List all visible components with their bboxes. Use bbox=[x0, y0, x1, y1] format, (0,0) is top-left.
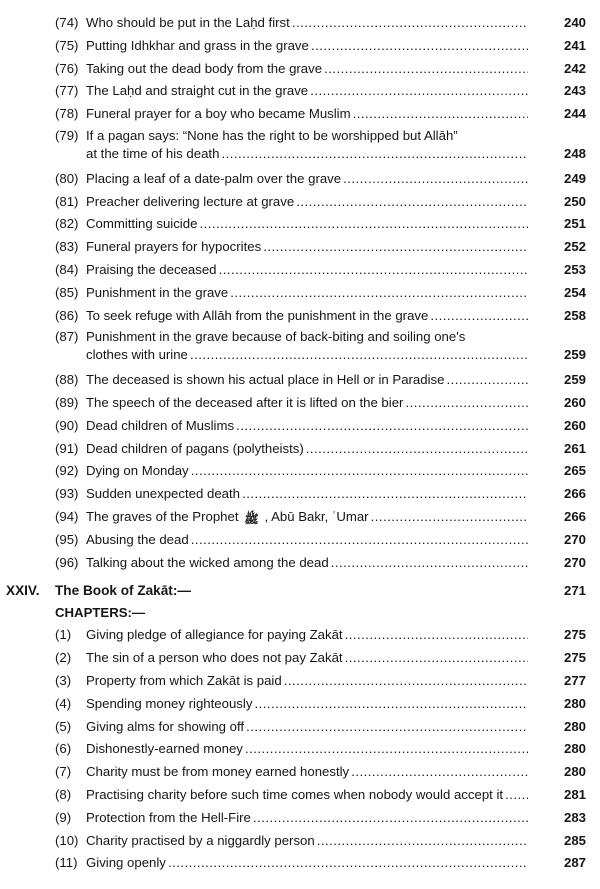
entries-group-b bbox=[0, 168, 600, 328]
book-heading bbox=[0, 574, 600, 600]
entry-page: 248 bbox=[563, 145, 586, 161]
entry-title: Dishonestly-earned money . . . bbox=[86, 738, 528, 761]
entry-page: 251 bbox=[563, 216, 586, 232]
book-page: 271 bbox=[563, 583, 586, 599]
entry-number: (91) bbox=[55, 440, 79, 456]
toc-entry-79 bbox=[0, 126, 600, 145]
entry-page: 254 bbox=[563, 284, 586, 300]
toc-entry-87 bbox=[0, 327, 600, 346]
entry-title: Taking out the dead body from the grave . . . bbox=[86, 58, 528, 81]
entry-page: 285 bbox=[563, 832, 586, 848]
entry-title: Punishment in the grave . . . bbox=[86, 282, 528, 305]
entry-title: Funeral prayer for a boy who became Muslim . . . bbox=[86, 103, 528, 126]
entry-title: The sin of a person who does not pay Zakāt . . . bbox=[86, 647, 528, 670]
entry-page: 281 bbox=[563, 786, 586, 802]
toc-entry bbox=[0, 103, 600, 126]
entry-number: (93) bbox=[55, 486, 79, 502]
entry-number: (86) bbox=[55, 307, 79, 323]
entry-title: Protection from the Hell-Fire . . . bbox=[86, 807, 528, 830]
toc-entry bbox=[0, 191, 600, 214]
entry-title: Charity must be from money earned honestly . . . bbox=[86, 761, 528, 784]
entry-page: 260 bbox=[563, 417, 586, 433]
entry-number: (79) bbox=[55, 127, 79, 143]
entry-title: Giving openly . . . bbox=[86, 852, 528, 875]
toc-entry bbox=[0, 369, 600, 392]
entry-page: 265 bbox=[563, 463, 586, 479]
entry-title-continued: clothes with urine . . . bbox=[86, 346, 528, 364]
entry-number: (94) bbox=[55, 508, 79, 524]
entry-title: Sudden unexpected death . . . bbox=[86, 483, 528, 506]
entry-title: Practising charity before such time comes when nobody would accept it . . . bbox=[86, 784, 528, 807]
entry-number: (9) bbox=[55, 809, 72, 825]
entry-page: 240 bbox=[563, 15, 586, 30]
entry-page: 270 bbox=[563, 531, 586, 547]
entry-title: Placing a leaf of a date-palm over the grave . . . bbox=[86, 168, 528, 191]
entry-title: Putting Idhkhar and grass in the grave . . . bbox=[86, 35, 528, 58]
toc-entry bbox=[0, 552, 600, 575]
entry-title-part-1: The graves of the Prophet bbox=[86, 508, 239, 524]
toc-entry bbox=[0, 12, 600, 35]
entry-page: 270 bbox=[563, 554, 586, 570]
toc-entry bbox=[0, 738, 600, 761]
toc-entry bbox=[0, 693, 600, 716]
entry-number: (81) bbox=[55, 193, 79, 209]
entry-title: Giving alms for showing off . . . bbox=[86, 716, 528, 739]
entry-number: (80) bbox=[55, 170, 79, 186]
entry-number: (87) bbox=[55, 329, 79, 345]
entry-title: Dead children of Muslims . . . bbox=[86, 415, 528, 438]
toc-entry bbox=[0, 784, 600, 807]
entry-title: Dying on Monday . . . bbox=[86, 460, 528, 483]
entries-group-a bbox=[0, 12, 600, 126]
toc-entry bbox=[0, 168, 600, 191]
entry-page: 259 bbox=[563, 372, 586, 388]
entry-number: (3) bbox=[55, 672, 72, 688]
entry-page: 241 bbox=[563, 37, 586, 53]
toc-entry bbox=[0, 282, 600, 305]
entry-title: Punishment in the grave because of back-biting and soiling one's bbox=[86, 329, 466, 345]
entry-title-part-2: , Abū Bakr, ʿUmar bbox=[264, 508, 369, 524]
toc-entry bbox=[0, 259, 600, 282]
table-of-contents bbox=[0, 12, 600, 875]
toc-entry bbox=[0, 460, 600, 483]
entry-title: Abusing the dead . . . bbox=[86, 529, 528, 552]
entry-number: (10) bbox=[55, 832, 79, 848]
entry-title: Who should be put in the Laḥd first . . . bbox=[86, 12, 528, 35]
entry-page: 259 bbox=[563, 347, 586, 363]
entry-page: 253 bbox=[563, 261, 586, 277]
entry-number: (6) bbox=[55, 741, 72, 757]
entry-number: (84) bbox=[55, 261, 79, 277]
entry-number: (92) bbox=[55, 463, 79, 479]
entry-number: (89) bbox=[55, 394, 79, 410]
toc-entry bbox=[0, 624, 600, 647]
entry-number: (74) bbox=[55, 15, 79, 30]
toc-entry bbox=[0, 58, 600, 81]
entries-group-c bbox=[0, 369, 600, 506]
toc-entry bbox=[0, 716, 600, 739]
entry-number: (95) bbox=[55, 531, 79, 547]
entry-page: 258 bbox=[563, 307, 586, 323]
entry-number: (88) bbox=[55, 372, 79, 388]
entry-page: 280 bbox=[563, 695, 586, 711]
entry-page: 266 bbox=[563, 508, 586, 524]
toc-entry bbox=[0, 670, 600, 693]
entry-title: Dead children of pagans (polytheists) . . . bbox=[86, 438, 528, 461]
entry-title: If a pagan says: “None has the right to be worshipped but Allāh” bbox=[86, 127, 458, 143]
entry-title bbox=[86, 506, 528, 529]
entry-title: Property from which Zakāt is paid . . . bbox=[86, 670, 528, 693]
entry-page: 261 bbox=[563, 440, 586, 456]
entry-page: 280 bbox=[563, 764, 586, 780]
entry-page: 266 bbox=[563, 486, 586, 502]
entry-page: 243 bbox=[563, 83, 586, 99]
entry-page: 280 bbox=[563, 741, 586, 757]
entry-page: 249 bbox=[563, 170, 586, 186]
entry-title: To seek refuge with Allāh from the punishment in the grave . . . bbox=[86, 305, 528, 328]
entry-title-continued: at the time of his death . . . bbox=[86, 145, 528, 163]
entry-number: (75) bbox=[55, 37, 79, 53]
toc-entry-87-continued bbox=[0, 346, 600, 369]
entry-page: 244 bbox=[563, 106, 586, 122]
entry-page: 287 bbox=[563, 855, 586, 871]
entry-title: Preacher delivering lecture at grave . . . bbox=[86, 191, 528, 214]
entry-page: 280 bbox=[563, 718, 586, 734]
toc-entry bbox=[0, 415, 600, 438]
entry-number: (78) bbox=[55, 106, 79, 122]
toc-entry bbox=[0, 213, 600, 236]
toc-entry bbox=[0, 80, 600, 103]
entry-page: 250 bbox=[563, 193, 586, 209]
toc-entry bbox=[0, 483, 600, 506]
toc-entry bbox=[0, 807, 600, 830]
entry-page: 275 bbox=[563, 650, 586, 666]
entry-number: (2) bbox=[55, 650, 72, 666]
entry-number: (76) bbox=[55, 60, 79, 76]
entry-title: Spending money righteously . . . bbox=[86, 693, 528, 716]
entry-title: Giving pledge of allegiance for paying Zakāt . . . bbox=[86, 624, 528, 647]
toc-entry bbox=[0, 392, 600, 415]
toc-entry bbox=[0, 761, 600, 784]
entry-title: The speech of the deceased after it is lifted on the bier . . . bbox=[86, 392, 528, 415]
entry-title: Funeral prayers for hypocrites . . . bbox=[86, 236, 528, 259]
book-title: The Book of Zakāt:— bbox=[55, 583, 191, 599]
entry-title: Committing suicide . . . bbox=[86, 213, 528, 236]
toc-entry bbox=[0, 305, 600, 328]
chapters-label: CHAPTERS:— bbox=[55, 605, 146, 621]
entry-page: 275 bbox=[563, 627, 586, 643]
toc-entry bbox=[0, 529, 600, 552]
entry-number: (77) bbox=[55, 83, 79, 99]
salutation-mark-icon: ﷺ bbox=[244, 511, 259, 526]
entry-title: Praising the deceased . . . bbox=[86, 259, 528, 282]
zakat-chapters bbox=[0, 624, 600, 875]
entry-page: 277 bbox=[563, 672, 586, 688]
entry-number: (96) bbox=[55, 554, 79, 570]
entry-number: (82) bbox=[55, 216, 79, 232]
toc-entry bbox=[0, 236, 600, 259]
entry-title: The deceased is shown his actual place in Hell or in Paradise . . . bbox=[86, 369, 528, 392]
entry-number: (7) bbox=[55, 764, 72, 780]
entry-page: 260 bbox=[563, 394, 586, 410]
toc-entry bbox=[0, 35, 600, 58]
entry-number: (90) bbox=[55, 417, 79, 433]
entry-title: Talking about the wicked among the dead . . . bbox=[86, 552, 528, 575]
toc-entry bbox=[0, 852, 600, 875]
entries-group-d bbox=[0, 529, 600, 575]
book-number: XXIV. bbox=[6, 583, 40, 599]
entry-number: (5) bbox=[55, 718, 72, 734]
entry-number: (85) bbox=[55, 284, 79, 300]
toc-entry bbox=[0, 438, 600, 461]
entry-number: (8) bbox=[55, 786, 72, 802]
entry-page: 242 bbox=[563, 60, 586, 76]
toc-entry bbox=[0, 647, 600, 670]
toc-entry-79-continued bbox=[0, 145, 600, 168]
entry-page: 252 bbox=[563, 239, 586, 255]
toc-entry bbox=[0, 830, 600, 853]
chapters-heading bbox=[0, 600, 600, 624]
entry-number: (1) bbox=[55, 627, 72, 643]
entry-number: (83) bbox=[55, 239, 79, 255]
toc-entry-94 bbox=[0, 506, 600, 529]
entry-title: Charity practised by a niggardly person . . . bbox=[86, 830, 528, 853]
entry-page: 283 bbox=[563, 809, 586, 825]
entry-number: (4) bbox=[55, 695, 72, 711]
entry-title: The Laḥd and straight cut in the grave . . . bbox=[86, 80, 528, 103]
entry-number: (11) bbox=[55, 855, 78, 871]
